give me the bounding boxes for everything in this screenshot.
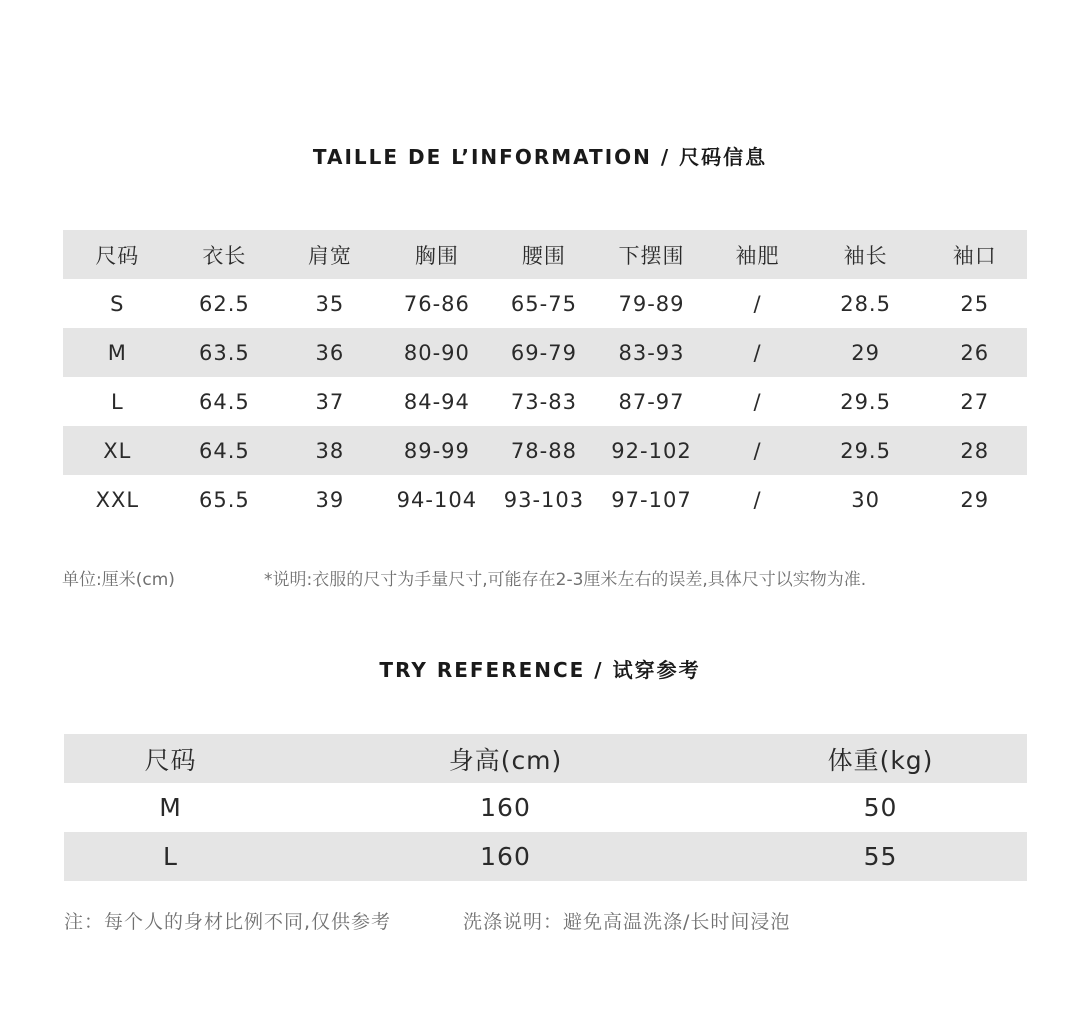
try-reference-table bbox=[64, 734, 1027, 881]
table-cell: / bbox=[753, 291, 762, 316]
table-row bbox=[63, 475, 1027, 524]
table-row bbox=[64, 783, 1027, 832]
table-cell: 29 bbox=[960, 487, 990, 512]
table-cell: 73-83 bbox=[510, 389, 577, 414]
table-cell: 84-94 bbox=[403, 389, 470, 414]
table-cell: 64.5 bbox=[198, 389, 250, 414]
header-weight: 体重(kg) bbox=[734, 734, 1027, 783]
table-cell: 83-93 bbox=[597, 328, 707, 377]
size-info-title: TAILLE DE L’INFORMATION / 尺码信息 bbox=[312, 145, 768, 169]
table-cell: XL bbox=[63, 426, 172, 475]
table-cell: 28.5 bbox=[840, 291, 891, 316]
header-sleeve-width: 袖肥 bbox=[706, 230, 808, 279]
table-cell: 94-104 bbox=[396, 487, 478, 512]
table-cell: 38 bbox=[277, 426, 382, 475]
header-waist: 腰围 bbox=[491, 230, 596, 279]
try-reference-header-row bbox=[64, 734, 1027, 783]
reference-disclaimer-note: 注：每个人的身材比例不同,仅供参考 bbox=[64, 911, 392, 933]
table-cell: 89-99 bbox=[383, 426, 492, 475]
table-cell: 78-88 bbox=[491, 426, 596, 475]
unit-note: 单位:厘米(cm) bbox=[62, 570, 175, 590]
table-cell: 39 bbox=[315, 487, 345, 512]
size-table-header-row bbox=[63, 230, 1027, 279]
table-cell: 64.5 bbox=[172, 426, 277, 475]
table-cell: / bbox=[753, 487, 762, 512]
table-cell: 36 bbox=[277, 328, 382, 377]
table-cell: 79-89 bbox=[618, 291, 685, 316]
header-chest: 胸围 bbox=[383, 230, 492, 279]
header-shoulder: 肩宽 bbox=[277, 230, 382, 279]
table-cell: L bbox=[110, 389, 124, 414]
table-cell: 29.5 bbox=[809, 426, 923, 475]
table-cell: 26 bbox=[923, 328, 1027, 377]
table-cell: 76-86 bbox=[403, 291, 470, 316]
table-cell: L bbox=[64, 832, 277, 881]
table-row bbox=[63, 377, 1027, 426]
table-cell: S bbox=[110, 291, 125, 316]
washing-instructions-note: 洗涤说明：避免高温洗涤/长时间浸泡 bbox=[463, 911, 791, 933]
table-cell: 29.5 bbox=[840, 389, 891, 414]
table-cell: 27 bbox=[960, 389, 990, 414]
table-cell: / bbox=[706, 328, 808, 377]
measurement-description-note: *说明:衣服的尺寸为手量尺寸,可能存在2-3厘米左右的误差,具体尺寸以实物为准. bbox=[264, 570, 867, 590]
table-cell: XXL bbox=[95, 487, 140, 512]
table-cell: 92-102 bbox=[597, 426, 707, 475]
header-size: 尺码 bbox=[63, 230, 172, 279]
table-cell: 80-90 bbox=[383, 328, 492, 377]
table-cell: 63.5 bbox=[172, 328, 277, 377]
table-cell: / bbox=[753, 389, 762, 414]
header-height: 身高(cm) bbox=[277, 734, 734, 783]
table-row bbox=[63, 426, 1027, 475]
header-cuff: 袖口 bbox=[923, 230, 1027, 279]
table-cell: 29 bbox=[809, 328, 923, 377]
table-cell: 69-79 bbox=[491, 328, 596, 377]
table-row bbox=[63, 279, 1027, 328]
table-cell: 93-103 bbox=[503, 487, 585, 512]
table-cell: 160 bbox=[277, 832, 734, 881]
size-table bbox=[63, 230, 1027, 524]
table-cell: 65-75 bbox=[510, 291, 577, 316]
table-row bbox=[64, 832, 1027, 881]
table-cell: 55 bbox=[734, 832, 1027, 881]
table-row bbox=[63, 328, 1027, 377]
table-cell: 65.5 bbox=[198, 487, 250, 512]
table-cell: 62.5 bbox=[198, 291, 250, 316]
table-cell: 35 bbox=[315, 291, 345, 316]
table-cell: 97-107 bbox=[611, 487, 692, 512]
table-cell: 25 bbox=[960, 291, 990, 316]
try-reference-title: TRY REFERENCE / 试穿参考 bbox=[379, 658, 701, 682]
table-cell: 37 bbox=[315, 389, 345, 414]
table-cell: 30 bbox=[851, 487, 880, 512]
table-cell: / bbox=[706, 426, 808, 475]
table-cell: M bbox=[63, 328, 172, 377]
table-cell: 160 bbox=[480, 793, 531, 822]
table-cell: M bbox=[159, 793, 182, 822]
header-hem: 下摆围 bbox=[597, 230, 707, 279]
header-length: 衣长 bbox=[172, 230, 277, 279]
table-cell: 87-97 bbox=[618, 389, 685, 414]
table-cell: 28 bbox=[923, 426, 1027, 475]
header-size: 尺码 bbox=[64, 734, 277, 783]
header-sleeve-length: 袖长 bbox=[809, 230, 923, 279]
table-cell: 50 bbox=[863, 793, 898, 822]
